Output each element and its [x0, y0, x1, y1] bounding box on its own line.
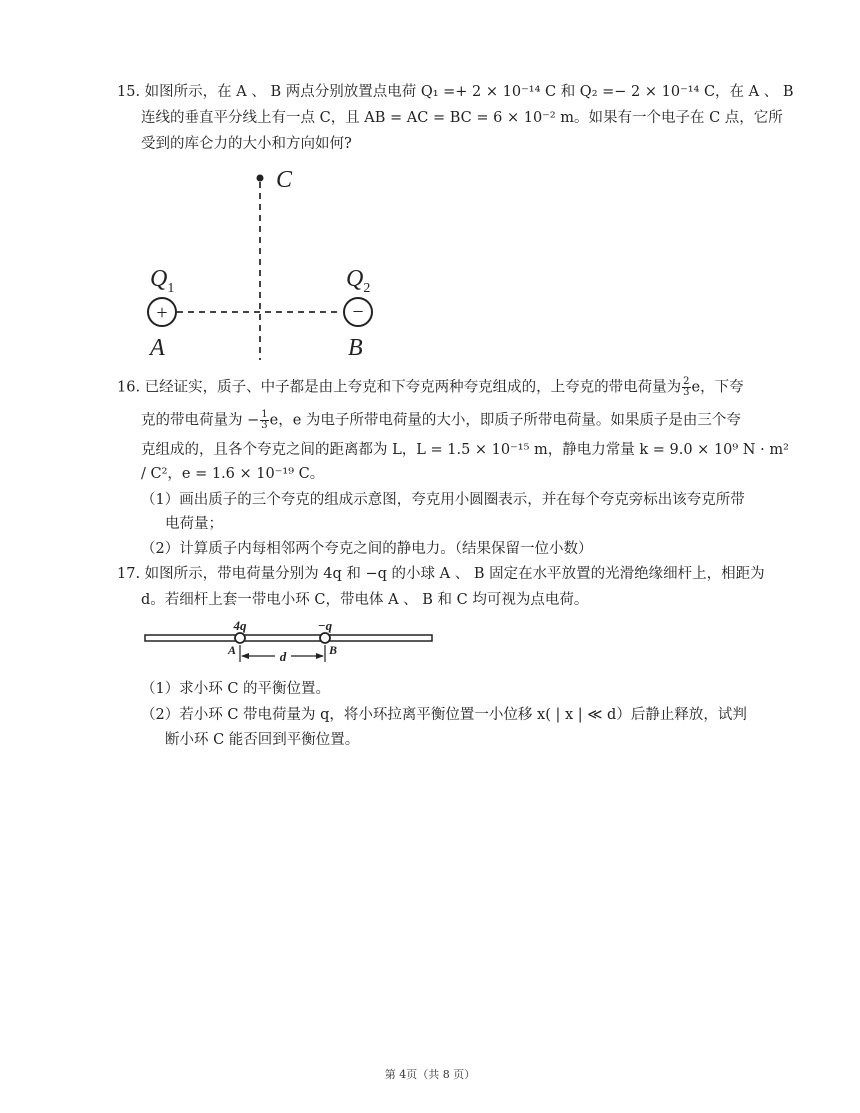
- arrow-right: [316, 653, 324, 659]
- q17-line-2: d。若细杆上套一带电小环 C，带电体 A 、 B 和 C 均可视为点电荷。: [141, 592, 589, 608]
- arrow-left: [241, 653, 249, 659]
- q17-sub-2: （2）若小环 C 带电荷量为 q，将小环拉离平衡位置一小位移 x( | x | ≪ d）后静止释放，试判: [141, 707, 747, 723]
- q17-line-1: 17. 如图所示，带电荷量分别为 4q 和 −q 的小球 A 、 B 固定在水平放置的光滑绝缘细杆上，相距为: [117, 566, 765, 582]
- label-q2: $Q_2$: [346, 266, 371, 296]
- ball-a: [235, 633, 245, 643]
- q15-line-3: 受到的库仑力的大小和方向如何?: [141, 136, 352, 152]
- q17-figure: [143, 616, 435, 666]
- q15-line-1: 15. 如图所示，在 A 、 B 两点分别放置点电荷 Q₁ =+ 2 × 10⁻¹⁴ C 和 Q₂ =− 2 × 10⁻¹⁴ C，在 A 、 B: [117, 84, 794, 100]
- q15-figure: [140, 160, 390, 365]
- label-4q: 4q: [233, 618, 247, 633]
- q16-sub-1-cont: 电荷量；: [165, 516, 223, 532]
- minus-sign: −: [352, 301, 364, 323]
- q17-sub-2-cont: 断小环 C 能否回到平衡位置。: [165, 732, 360, 748]
- q16-line-2-tail: e，e 为电子所带电荷量的大小，即质子所带电荷量。如果质子是由三个夸: [269, 412, 741, 429]
- q16-line-2: [141, 410, 741, 431]
- q16-sub-2: （2）计算质子内每相邻两个夸克之间的静电力。（结果保留一位小数）: [141, 541, 593, 557]
- ball-b: [320, 633, 330, 643]
- label-a: A: [150, 335, 165, 361]
- q15-line-2: 连线的垂直平分线上有一点 C，且 AB = AC = BC = 6 × 10⁻² m。如果有一个电子在 C 点，它所: [141, 110, 783, 126]
- q16-line-1-text: 16. 已经证实，质子、中子都是由上夸克和下夸克两种夸克组成的，上夸克的带电荷量为: [117, 379, 682, 396]
- plus-sign: +: [156, 302, 168, 324]
- q16-sub-1: （1）画出质子的三个夸克的组成示意图，夸克用小圆圈表示，并在每个夸克旁标出该夸克所带: [141, 492, 745, 508]
- insulating-rod: [145, 635, 432, 641]
- q16-line-1-tail: e，下夸: [691, 379, 744, 396]
- q16-line-4: / C²，e = 1.6 × 10⁻¹⁹ C。: [141, 466, 325, 482]
- label-q1: $Q_1$: [150, 266, 175, 296]
- point-c-dot: [257, 175, 264, 182]
- page-footer: 第 4页（共 8 页）: [384, 1068, 476, 1081]
- label-a-small: A: [227, 643, 237, 657]
- fraction-one-third: $\frac{1}{3}$: [261, 409, 268, 431]
- label-d: d: [279, 649, 287, 664]
- q16-line-1: [117, 377, 744, 398]
- q16-line-3: 克组成的，且各个夸克之间的距离都为 L，L = 1.5 × 10⁻¹⁵ m，静电力常量 k = 9.0 × 10⁹ N · m²: [141, 442, 789, 458]
- fraction-two-thirds: $\frac{2}{3}$: [683, 376, 690, 398]
- q16-line-2-text: 克的带电荷量为 −: [141, 412, 260, 429]
- label-minus-q: −q: [317, 618, 333, 633]
- label-c: C: [276, 167, 293, 193]
- label-b-small: B: [328, 643, 338, 657]
- label-b: B: [348, 335, 363, 361]
- q17-sub-1: （1）求小环 C 的平衡位置。: [141, 681, 331, 697]
